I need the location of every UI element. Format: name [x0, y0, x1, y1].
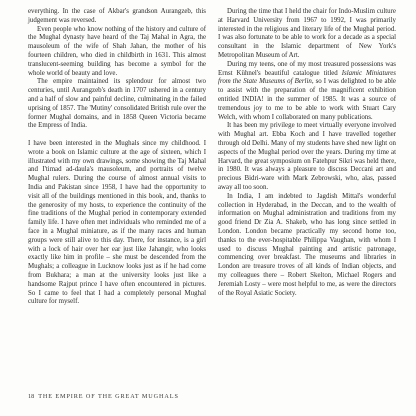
paragraph-text: , so I was delighted to be able to assist with the preparation of the magnificent exhibition entitled INDIA! in the summer of 1985. It was a source of tremendous joy to me to be able to work with Stuart Cary Welch, with whom I collaborated on many publications.: [218, 78, 396, 121]
left-text-column: [28, 8, 206, 307]
paragraph: I have been interested in the Mughals since my childhood. I wrote a book on Islamic culture at the age of sixteen, which I illustrated with my own drawings, some showing the Taj Mahal and I'timad ad-daula's mausoleum, and portraits of twelve Mughal rulers. During the course of almost annual visits to India and Pakistan since 1958, I have had the opportunity to visit all of the buildings mentioned in this book, and, thanks to the generosity of my hosts, to experience the continuity of the fine traditions of the Mughal period in contemporary extended family life. I have often met individuals who reminded me of a face in a Mughal miniature, as if the many races and human groups were still alive to this day. There, for instance, is a girl with a lock of hair over her ear just like Jahangir, who looks exactly like him in profile – she must be descended from the Mughals; a colleague in Lucknow looks just as if he had come from Bukhara; a man at the university looks just like a handsome Rajput prince I have often encountered in pictures. So I came to feel that I had a completely personal Mughal culture for myself.: [28, 139, 206, 306]
paragraph: In India, I am indebted to Jagdish Mittal's wonderful collection in Hyderabad, in the Deccan, and to the wealth of information on Mughal administration and traditions from my good friend Dr Zia A. Shakeb, who has long since settled in London. London became practically my second home too, thanks to the ever-hospitable Philippa Vaughan, with whom I used to discuss Mughal painting and artistic patronage, commencing over breakfast. The museums and libraries in London are treasure troves of all kinds of Indian objects, and my colleagues there – Robert Skelton, Michael Rogers and Jeremiah Losty – were most helpful to me, as were the directors of the Royal Asiatic Society.: [218, 192, 396, 297]
paragraph: Even people who know nothing of the history and culture of the Mughal dynasty have heard of the Taj Mahal in Agra, the mausoleum of the wife of Shah Jahan, the mother of his fourteen children, who died in childbirth in 1631. This almost translucent-seeming building has become a symbol for the whole world of beauty and love.: [28, 25, 206, 77]
paragraph: It has been my privilege to meet virtually everyone involved with Mughal art. Ebba Koch and I have travelled together through old Delhi. Many of my students have shed new light on aspects of the Mughal period over the years. During my time at Harvard, the great symposium on Fatehpur Sikri was held there, in 1980. It was always a pleasure to discuss Deccani art and precious Bidri-ware with Mark Zebrowski, who, alas, passed away all too soon.: [218, 122, 396, 191]
page-number: 18: [28, 393, 35, 400]
paragraph-text: During my teens, one of my most treasured possessions was Ernst Kühnel's beautiful catalogue titled: [218, 60, 396, 77]
paragraph: The empire maintained its splendour for almost two centuries, until Aurangzeb's death in 1707 ushered in a century and a half of slow and painful decline, culminating in the failed uprising of 1857. The 'Mutiny' consolidated British rule over the former Mughal domains, and in 1858 Queen Victoria became the Empress of India.: [28, 78, 206, 130]
paragraph: [218, 61, 396, 123]
running-title: THE EMPIRE OF THE GREAT MUGHALS: [38, 393, 179, 400]
page-footer: [28, 393, 179, 400]
paragraph: everything. In the case of Akbar's grandson Aurangzeb, this judgement was reversed.: [28, 8, 206, 24]
book-title: Islamic Miniatures from the State Museums of Berlin: [218, 69, 396, 86]
right-text-column: [218, 8, 396, 298]
paragraph: During the time that I held the chair for Indo-Muslim culture at Harvard University from 1967 to 1992, I was primarily interested in the religious and literary life of the Mughal period. I was also fortunate to be able to work for a decade as a special consultant in the Islamic department of New York's Metropolitan Museum of Art.: [218, 8, 396, 59]
